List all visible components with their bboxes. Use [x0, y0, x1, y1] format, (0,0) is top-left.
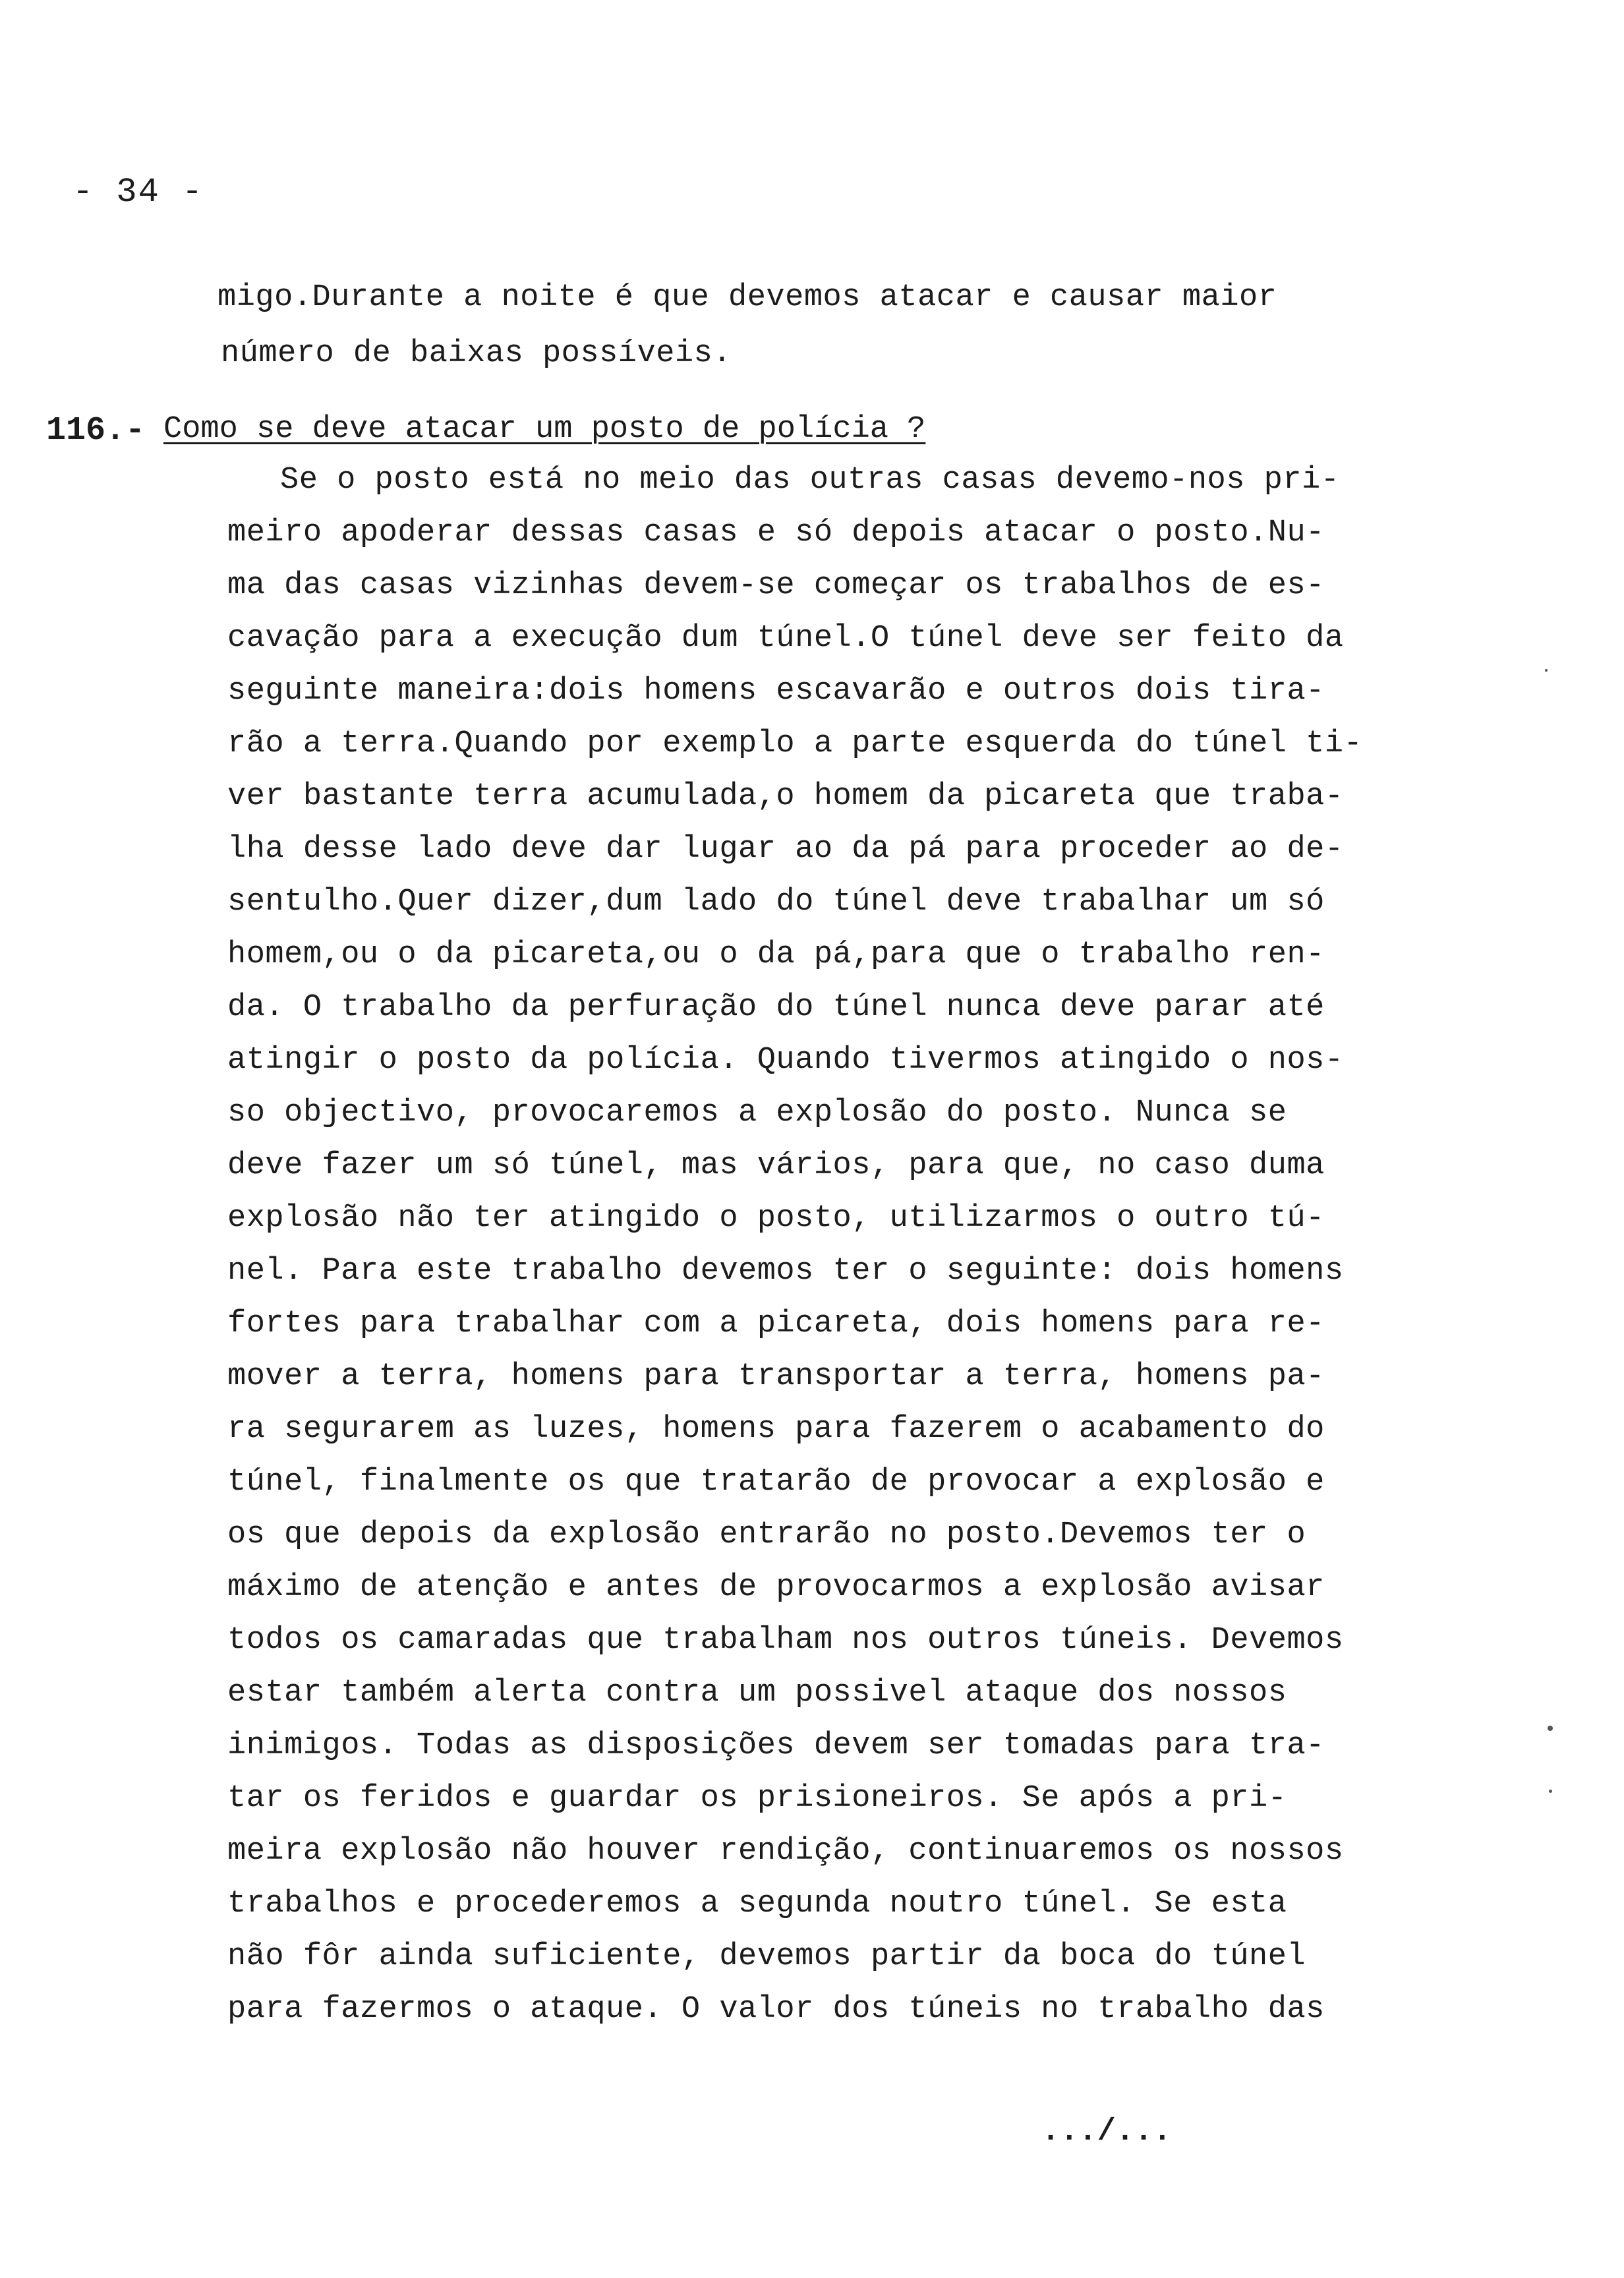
body-line: seguinte maneira:dois homens escavarão e outros dois tira-	[227, 674, 1325, 709]
scan-speck	[1548, 1726, 1553, 1731]
body-line: da. O trabalho da perfuração do túnel nunca deve parar até	[227, 990, 1325, 1025]
intro-line: migo.Durante a noite é que devemos atacar e causar maior	[218, 280, 1277, 315]
body-line: cavação para a execução dum túnel.O túnel deve ser feito da	[227, 621, 1344, 656]
scan-speck	[1549, 1790, 1552, 1793]
scan-speck	[1545, 669, 1548, 672]
body-line: deve fazer um só túnel, mas vários, para que, no caso duma	[227, 1148, 1325, 1183]
continuation-mark: .../...	[1041, 2115, 1172, 2149]
body-line: homem,ou o da picareta,ou o da pá,para que o trabalho ren-	[227, 937, 1325, 972]
body-line: os que depois da explosão entrarão no posto.Devemos ter o	[227, 1517, 1306, 1552]
body-line: explosão não ter atingido o posto, utilizarmos o outro tú-	[227, 1201, 1325, 1236]
body-line: sentulho.Quer dizer,dum lado do túnel deve trabalhar um só	[227, 885, 1325, 920]
body-line: todos os camaradas que trabalham nos outros túneis. Devemos	[227, 1623, 1344, 1658]
body-line: máximo de atenção e antes de provocarmos a explosão avisar	[227, 1570, 1325, 1605]
body-line: atingir o posto da polícia. Quando tivermos atingido o nos-	[227, 1043, 1344, 1078]
body-line: ma das casas vizinhas devem-se começar os trabalhos de es-	[227, 568, 1325, 603]
body-line: ver bastante terra acumulada,o homem da picareta que traba-	[227, 779, 1344, 814]
body-line: nel. Para este trabalho devemos ter o seguinte: dois homens	[227, 1254, 1344, 1289]
body-line: inimigos. Todas as disposições devem ser tomadas para tra-	[227, 1728, 1325, 1763]
body-line: mover a terra, homens para transportar a terra, homens pa-	[227, 1359, 1325, 1394]
body-line: estar também alerta contra um possivel ataque dos nossos	[227, 1676, 1287, 1710]
body-line: fortes para trabalhar com a picareta, dois homens para re-	[227, 1306, 1325, 1341]
body-line: ra segurarem as luzes, homens para fazerem o acabamento do	[227, 1412, 1325, 1447]
body-line: trabalhos e procederemos a segunda noutro túnel. Se esta	[227, 1886, 1287, 1921]
body-line: rão a terra.Quando por exemplo a parte esquerda do túnel ti-	[227, 726, 1363, 761]
intro-line: número de baixas possíveis.	[221, 336, 732, 371]
section-title: Como se deve atacar um posto de polícia ?	[163, 412, 926, 447]
body-line: meira explosão não houver rendição, continuaremos os nossos	[227, 1834, 1344, 1869]
body-line: meiro apoderar dessas casas e só depois atacar o posto.Nu-	[227, 515, 1325, 550]
body-line: túnel, finalmente os que tratarão de provocar a explosão e	[227, 1465, 1325, 1500]
body-line: para fazermos o ataque. O valor dos túneis no trabalho das	[227, 1992, 1325, 2027]
body-line: so objectivo, provocaremos a explosão do posto. Nunca se	[227, 1095, 1287, 1130]
section-number: 116.-	[46, 412, 146, 450]
body-line: tar os feridos e guardar os prisioneiros. Se após a pri-	[227, 1781, 1287, 1816]
body-line: não fôr ainda suficiente, devemos partir da boca do túnel	[227, 1939, 1306, 1974]
page-number: - 34 -	[72, 173, 204, 212]
body-line: Se o posto está no meio das outras casas devemo-nos pri-	[280, 463, 1340, 498]
body-line: lha desse lado deve dar lugar ao da pá para proceder ao de-	[227, 832, 1344, 867]
